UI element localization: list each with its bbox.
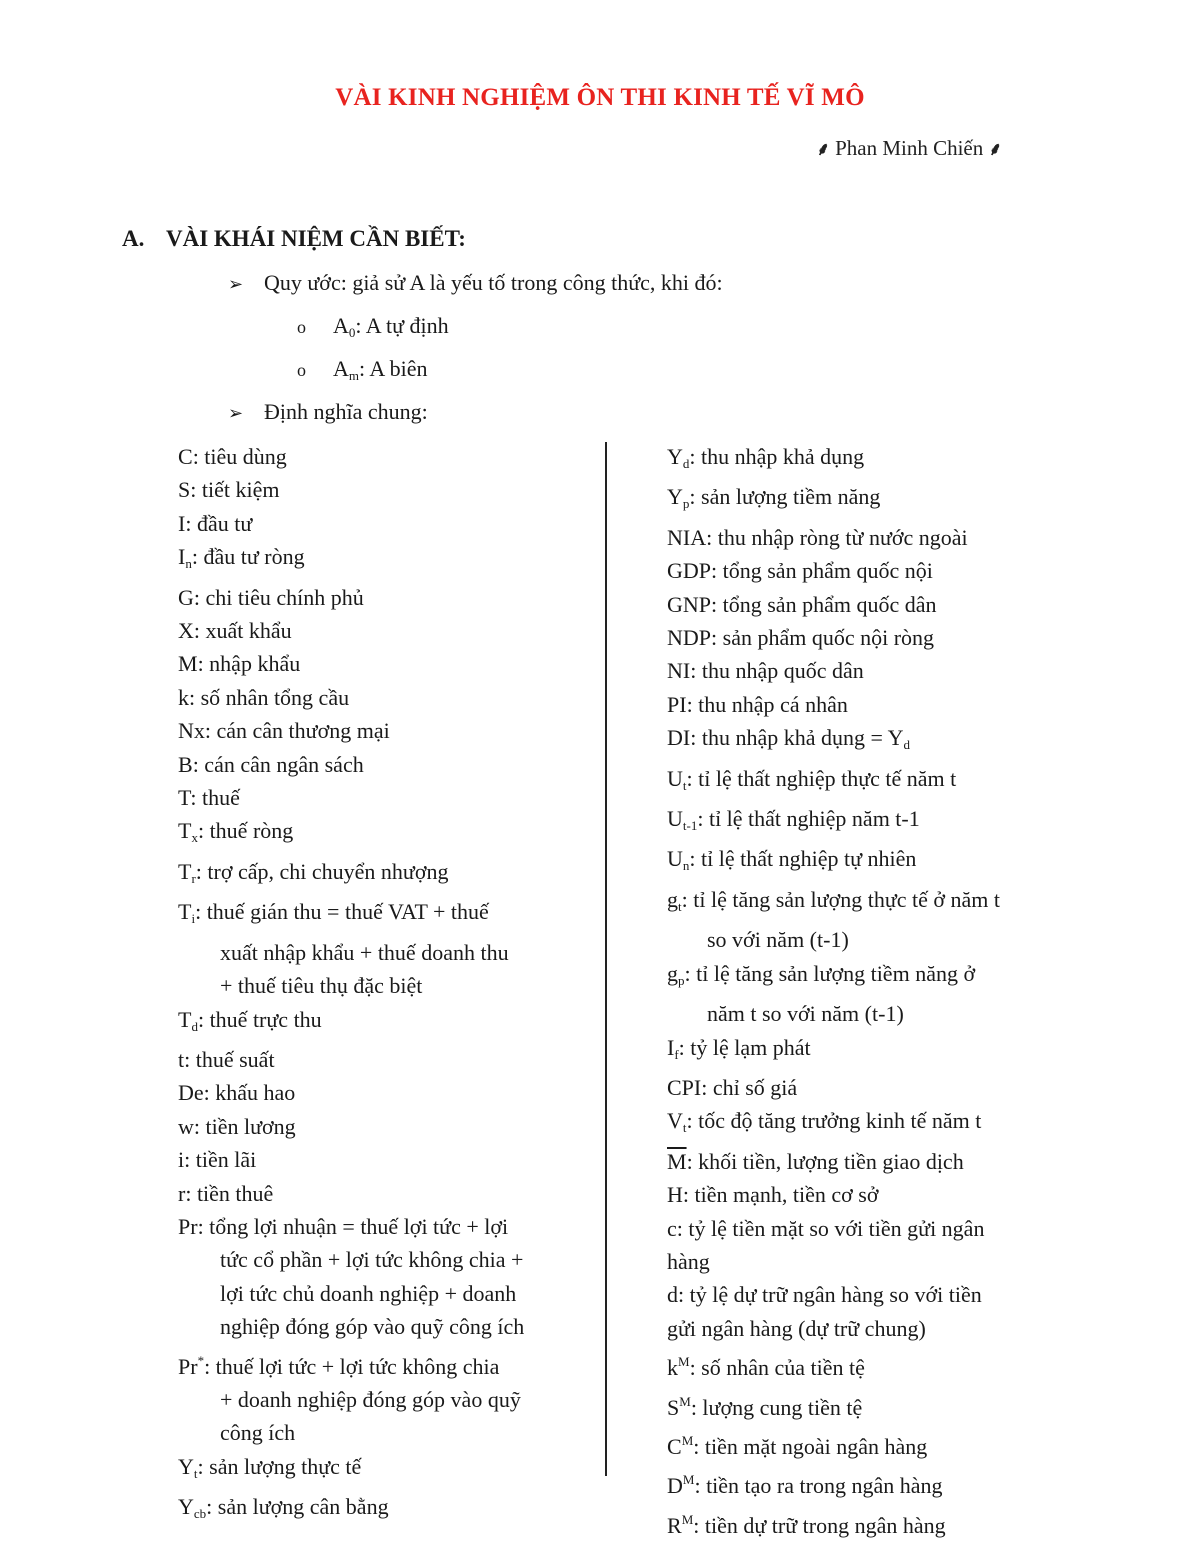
definition-row	[667, 521, 1087, 554]
definition-text: : tiền mạnh, tiền cơ sở	[682, 1182, 879, 1208]
definition-text: : tỉ lệ thất nghiệp năm t-1	[697, 806, 920, 832]
definition-text: : tổng lợi nhuận = thuế lợi tức + lợi	[197, 1213, 509, 1239]
definition-symbol: w	[178, 1113, 194, 1139]
definition-text: : tiền lương	[193, 1113, 296, 1139]
definition-symbol: d	[667, 1282, 678, 1308]
symbol-subscript: t	[682, 777, 687, 793]
definition-row	[178, 781, 588, 814]
symbol-subscript: n	[682, 858, 690, 874]
definition-symbol: Y	[667, 444, 683, 469]
definition-text: : thu nhập ròng từ nước ngoài	[706, 524, 968, 550]
symbol-subscript: p	[682, 496, 690, 512]
section-number: A.	[122, 226, 145, 251]
definition-row	[178, 1490, 588, 1530]
symbol-subscript: x	[191, 830, 198, 846]
definition-symbol: T	[178, 818, 192, 844]
definition-symbol: S	[178, 477, 191, 503]
definition-row	[178, 647, 588, 680]
definition-row	[178, 507, 588, 540]
definition-row	[178, 748, 588, 781]
right-ornament-icon: ⸙	[988, 139, 1002, 159]
symbol-superscript: *	[197, 1352, 205, 1368]
definition-row	[178, 1043, 588, 1076]
symbol-superscript: M	[681, 1511, 694, 1527]
symbol-subscript: n	[185, 556, 192, 572]
symbol-subscript: t	[678, 898, 682, 914]
definition-text: : thu nhập cá nhân	[686, 691, 848, 717]
definition-symbol: C	[667, 1433, 682, 1459]
definition-continuation: lợi tức chủ doanh nghiệp + doanh	[220, 1280, 517, 1306]
arrow-bullet-icon: ➢	[228, 274, 244, 294]
definition-continuation: nghiệp đóng góp vào quỹ công ích	[220, 1314, 525, 1340]
definition-symbol: I	[667, 1034, 675, 1060]
definition-wrap-line: hàng	[667, 1248, 710, 1274]
symbol-subscript: p	[678, 972, 685, 988]
definition-row	[667, 957, 1087, 1031]
definition-symbol: g	[667, 886, 678, 912]
definition-text: : tỉ lệ thất nghiệp thực tế năm t	[686, 765, 957, 791]
definition-text: : tỉ lệ tăng sản lượng tiềm năng ở	[684, 960, 976, 986]
definition-symbol: I	[178, 544, 186, 570]
definition-text: : tiền dự trữ trong ngân hàng	[693, 1512, 946, 1538]
definition-text: : tổng sản phẩm quốc nội	[711, 558, 933, 584]
definition-row	[178, 855, 588, 895]
definition-row	[178, 895, 588, 1002]
definition-row	[667, 554, 1087, 587]
definition-text: : tiết kiệm	[190, 477, 280, 503]
definition-text: : thu nhập khả dụng	[689, 444, 865, 469]
definition-text: : cán cân ngân sách	[192, 751, 364, 777]
section-title: VÀI KHÁI NIỆM CẦN BIẾT:	[166, 226, 466, 251]
definition-row	[667, 721, 1087, 761]
convention-bullet	[228, 270, 723, 296]
definition-row	[178, 814, 588, 854]
definition-row	[667, 480, 1087, 520]
definition-symbol: PI	[667, 691, 687, 717]
definition-continuation: + doanh nghiệp đóng góp vào quỹ	[220, 1386, 521, 1412]
definition-symbol: T	[178, 785, 191, 811]
definition-text: : khấu hao	[203, 1080, 296, 1106]
definition-text: : số nhân của tiền tệ	[689, 1355, 865, 1381]
definition-row	[667, 762, 1087, 802]
definition-text: : nhập khẩu	[197, 651, 301, 677]
definition-text: : tiền thuê	[185, 1180, 274, 1206]
definition-text: : sản phẩm quốc nội ròng	[711, 625, 935, 651]
definition-symbol: t	[178, 1046, 185, 1072]
definition-text: : sản lượng tiềm năng	[689, 484, 881, 510]
definition-text: : thuế suất	[184, 1046, 275, 1072]
definition-row	[178, 1110, 588, 1143]
definition-symbol: Y	[178, 1453, 194, 1479]
definition-row	[667, 588, 1087, 621]
definition-row	[178, 1177, 588, 1210]
definition-text: : sản lượng thực tế	[197, 1453, 362, 1479]
definition-text: : sản lượng cân bằng	[206, 1494, 389, 1520]
definition-continuation: + thuế tiêu thụ đặc biệt	[220, 973, 423, 999]
definition-symbol: D	[667, 1473, 683, 1499]
convention-item: o $A_0$: A tự định	[297, 313, 449, 340]
definition-row	[667, 1503, 1087, 1542]
definition-symbol: B	[178, 751, 193, 777]
definition-continuation: so với năm (t-1)	[707, 927, 849, 953]
definition-row	[667, 1424, 1087, 1463]
definition-symbol: G	[178, 584, 194, 610]
definition-symbol: Pr	[178, 1213, 198, 1239]
definition-text: : thuế gián thu = thuế VAT + thuế	[195, 899, 489, 925]
definition-row	[178, 440, 588, 473]
definition-row	[178, 681, 588, 714]
definition-row	[667, 440, 1087, 480]
left-ornament-icon: ⸙	[816, 139, 830, 159]
column-divider	[605, 442, 607, 1476]
definition-text: : tỉ lệ thất nghiệp tự nhiên	[689, 846, 917, 872]
arrow-bullet-icon: ➢	[228, 403, 244, 423]
definition-symbol: Y	[178, 1494, 194, 1520]
definition-row	[178, 1344, 588, 1450]
definition-symbol: C	[178, 444, 193, 469]
definition-text: : đầu tư ròng	[191, 544, 305, 570]
definition-symbol: k	[667, 1355, 678, 1381]
definition-symbol: De	[178, 1080, 204, 1106]
definition-text: : tỉ lệ tăng sản lượng thực tế ở năm t	[681, 886, 1001, 912]
definition-text: : tổng sản phẩm quốc dân	[711, 591, 937, 617]
definition-symbol: T	[178, 1006, 192, 1032]
definition-text: : tiền tạo ra trong ngân hàng	[694, 1473, 943, 1499]
author-name: Phan Minh Chiến	[835, 136, 984, 160]
definition-text: : khối tiền, lượng tiền giao dịch	[686, 1148, 964, 1174]
symbol-subscript: i	[191, 911, 196, 927]
definition-symbol: NDP	[667, 625, 712, 651]
symbol-subscript: f	[674, 1046, 679, 1062]
definition-row	[667, 621, 1087, 654]
definition-row	[667, 654, 1087, 687]
definition-row	[667, 688, 1087, 721]
definition-symbol: c	[667, 1215, 677, 1241]
section-heading	[122, 226, 466, 252]
definition-continuation: xuất nhập khẩu + thuế doanh thu	[220, 939, 509, 965]
definition-symbol: NI	[667, 658, 691, 684]
definition-text: : tỷ lệ tiền mặt so với tiền gửi ngân	[676, 1215, 985, 1241]
definition-row	[667, 1031, 1087, 1071]
circle-bullet-icon: o	[297, 317, 306, 337]
definition-symbol: S	[667, 1394, 680, 1420]
definition-wrap-line: gửi ngân hàng (dự trữ chung)	[667, 1315, 926, 1341]
definition-row	[178, 1210, 588, 1344]
definition-text: : thu nhập khả dụng = Y	[690, 725, 904, 751]
definition-continuation: tức cổ phần + lợi tức không chia +	[220, 1247, 524, 1273]
definition-symbol: GNP	[667, 591, 712, 617]
definition-text: : thuế	[190, 785, 240, 811]
definition-row	[667, 1278, 1087, 1311]
symbol-subscript: cb	[193, 1506, 207, 1522]
definition-symbol: I	[178, 510, 186, 536]
definition-row	[667, 1463, 1087, 1502]
circle-bullet-icon: o	[297, 360, 306, 380]
definition-symbol: U	[667, 806, 683, 832]
right-definitions-column	[667, 440, 1087, 1542]
definition-text: : thuế lợi tức + lợi tức không chia	[204, 1353, 500, 1379]
definition-symbol: M	[178, 651, 198, 677]
definition-continuation: năm t so với năm (t-1)	[707, 1001, 904, 1027]
definition-row	[667, 883, 1087, 957]
definition-symbol: $\overline{M}$	[667, 1148, 687, 1174]
definition-symbol: Nx	[178, 718, 205, 744]
definition-row	[178, 1076, 588, 1109]
definition-text: : chỉ số giá	[701, 1074, 798, 1100]
definition-text: : tốc độ tăng trưởng kinh tế năm t	[686, 1108, 982, 1134]
convention-text: Quy ước: giả sử A là yếu tố trong công thức, khi đó:	[264, 270, 723, 295]
definition-row	[667, 842, 1087, 882]
definition-symbol: i	[178, 1147, 185, 1173]
definition-row	[667, 1178, 1087, 1211]
definition-row	[667, 1145, 1087, 1178]
definition-symbol: k	[178, 684, 189, 710]
definition-text: : tiền mặt ngoài ngân hàng	[693, 1433, 928, 1459]
definition-row	[178, 614, 588, 647]
symbol-subscript: d	[903, 737, 910, 753]
left-definitions-column	[178, 440, 588, 1531]
definition-row	[178, 1003, 588, 1043]
definition-row	[667, 1071, 1087, 1104]
definition-text: : lượng cung tiền tệ	[690, 1394, 863, 1420]
definition-row	[667, 1104, 1087, 1144]
symbol-subscript: t	[682, 1120, 687, 1136]
definition-symbol: T	[178, 858, 192, 884]
definition-text: : chi tiêu chính phủ	[193, 584, 364, 610]
definition-row	[178, 1143, 588, 1176]
definition-symbol: GDP	[667, 558, 712, 584]
definition-symbol: r	[178, 1180, 186, 1206]
symbol-superscript: M	[679, 1393, 691, 1409]
definition-text: : xuất khẩu	[193, 618, 292, 644]
definition-text: : thu nhập quốc dân	[690, 658, 864, 684]
definition-row	[178, 473, 588, 506]
definition-text: : tiêu dùng	[192, 444, 287, 469]
definition-text: : số nhân tổng cầu	[189, 684, 350, 710]
definition-text: : tỷ lệ dự trữ ngân hàng so với tiền	[678, 1282, 982, 1308]
definition-text: : tiền lãi	[184, 1147, 257, 1173]
definition-text: : trợ cấp, chi chuyển nhượng	[195, 858, 449, 884]
definition-row	[178, 714, 588, 747]
definition-text: : cán cân thương mại	[204, 718, 390, 744]
definition-row	[178, 540, 588, 580]
definition-row	[667, 1345, 1087, 1384]
definition-text: : thuế trực thu	[197, 1006, 322, 1032]
definition-symbol: NIA	[667, 524, 707, 550]
definition-symbol: X	[178, 618, 194, 644]
definition-symbol: g	[667, 960, 678, 986]
definitions-bullet	[228, 399, 428, 425]
symbol-superscript: M	[681, 1432, 694, 1448]
definition-symbol: T	[178, 899, 192, 925]
convention-item: o $A_m$: A biên	[297, 356, 428, 383]
definition-continuation: công ích	[220, 1420, 296, 1446]
page-title: VÀI KINH NGHIỆM ÔN THI KINH TẾ VĨ MÔ	[335, 84, 865, 111]
definition-row	[178, 1450, 588, 1490]
definition-row	[667, 1212, 1087, 1245]
author-line	[816, 136, 1002, 161]
symbol-subscript: t-1	[682, 818, 698, 834]
definition-row	[178, 581, 588, 614]
definition-symbol: R	[667, 1512, 682, 1538]
definition-symbol: Y	[667, 484, 683, 510]
definition-symbol: U	[667, 846, 683, 872]
definition-symbol: U	[667, 765, 683, 791]
definition-symbol: H	[667, 1182, 683, 1208]
symbol-subscript: t	[193, 1465, 198, 1481]
definition-symbol: Pr	[178, 1353, 198, 1379]
definition-text: : thuế ròng	[197, 818, 294, 844]
symbol-subscript: d	[682, 456, 690, 471]
definition-symbol: V	[667, 1108, 683, 1134]
symbol-superscript: M	[682, 1472, 695, 1488]
symbol-superscript: M	[678, 1354, 690, 1370]
definitions-heading: Định nghĩa chung:	[264, 399, 428, 424]
definition-text: : tỷ lệ lạm phát	[678, 1034, 811, 1060]
symbol-subscript: r	[191, 870, 196, 886]
definition-symbol: DI	[667, 725, 691, 751]
symbol-subscript: d	[191, 1018, 198, 1034]
definition-row	[667, 802, 1087, 842]
definition-row	[667, 1385, 1087, 1424]
definition-text: : đầu tư	[185, 510, 253, 536]
definition-symbol: CPI	[667, 1074, 702, 1100]
